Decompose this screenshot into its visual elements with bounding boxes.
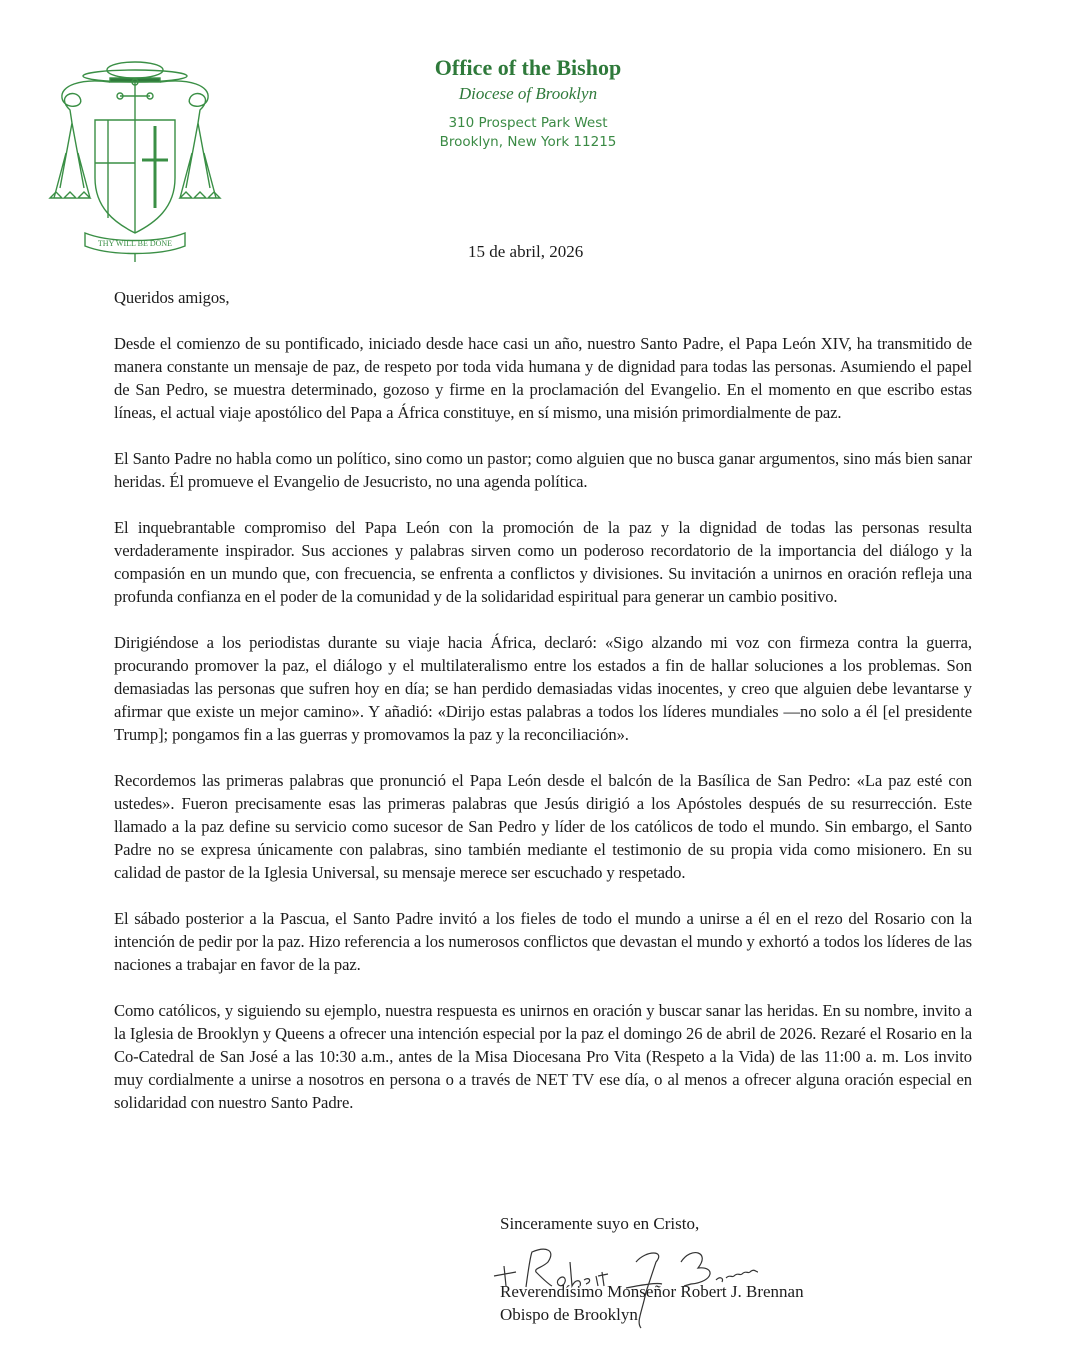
paragraph: Desde el comienzo de su pontificado, iniciado desde hace casi un año, nuestro Santo Padre, el Papa León XIV, ha transmitido de manera constante un mensaje de paz, de respeto por toda vida humana y de dignidad para todas las personas. Asumiendo el papel de San Pedro, se muestra determinado, gozoso y firme en la proclamación del Evangelio. En el momento en que escribo estas líneas, el actual viaje apostólico del Papa a África constituye, en sí mismo, una misión primordialmente de paz.	[114, 334, 972, 422]
signer-name: Reverendísimo Monseñor Robert J. Brennan	[500, 1282, 804, 1301]
paragraph: Como católicos, y siguiendo su ejemplo, nuestra respuesta es unirnos en oración y buscar sanar las heridas. En su nombre, invito a la Iglesia de Brooklyn y Queens a ofrecer una intención especial por la paz el domingo 26 de abril de 2026. Rezaré el Rosario en la Co-Catedral de San José a las 10:30 a.m., antes de la Misa Diocesana Pro Vita (Respeto a la Vida) de las 11:00 a. m. Los invito muy cordialmente a unirse a nosotros en persona o a través de NET TV ese día, o al menos a ofrecer alguna oración especial en solidaridad con nuestro Santo Padre.	[114, 1001, 972, 1112]
paragraph: El Santo Padre no habla como un político, sino como un pastor; como alguien que no busca ganar argumentos, sino más bien sanar heridas. Él promueve el Evangelio de Jesucristo, no una agenda política.	[114, 449, 972, 491]
paragraph: Dirigiéndose a los periodistas durante su viaje hacia África, declaró: «Sigo alzando mi voz con firmeza contra la guerra, procurando promover la paz, el diálogo y el multilateralismo entre los estados a fin de hallar soluciones a los problemas. Son demasiadas las personas que sufren hoy en día; se han perdido demasiadas vidas inocentes, y creo que alguien debe levantarse y afirmar que existe un mejor camino». Y añadió: «Dirijo estas palabras a todos los líderes mundiales —no solo a él [el presidente Trump]; pongamos fin a las guerras y promovamos la paz y la reconciliación».	[114, 633, 972, 744]
address-line-2: Brooklyn, New York 11215	[439, 134, 617, 150]
letter-body	[114, 286, 972, 1137]
closing: Sinceramente suyo en Cristo,	[500, 1214, 700, 1233]
office-title: Office of the Bishop	[434, 55, 622, 80]
letter-date: 15 de abril, 2026	[468, 242, 584, 261]
signer-title: Obispo de Brooklyn	[500, 1305, 638, 1324]
address-line-1: 310 Prospect Park West	[448, 115, 608, 131]
paragraph: El sábado posterior a la Pascua, el Santo Padre invitó a los fieles de todo el mundo a unirse a él en el rezo del Rosario con la intención de pedir por la paz. Hizo referencia a los numerosos conflictos que devastan el mundo y exhortó a todos los líderes de las naciones a trabajar en favor de la paz.	[114, 909, 972, 974]
diocese-name: Diocese of Brooklyn	[458, 84, 598, 103]
paragraph: El inquebrantable compromiso del Papa León con la promoción de la paz y la dignidad de todas las personas resulta verdaderamente inspirador. Sus acciones y palabras sirven como un poderoso recordatorio de la importancia del diálogo y la compasión en un mundo que, con frecuencia, se enfrenta a conflictos y divisiones. Su invitación a unirnos en oración refleja una profunda confianza en el poder de la comunidad y de la solidaridad espiritual para generar un cambio positivo.	[114, 518, 972, 606]
letterhead	[400, 54, 656, 152]
coat-of-arms-icon	[40, 48, 230, 263]
signer-block	[500, 1280, 804, 1326]
crest-motto: THY WILL BE DONE	[97, 239, 173, 248]
salutation: Queridos amigos,	[114, 288, 230, 307]
paragraph: Recordemos las primeras palabras que pronunció el Papa León desde el balcón de la Basílica de San Pedro: «La paz esté con ustedes». Fueron precisamente esas las primeras palabras que Jesús dirigió a los Apóstoles después de su resurrección. Este llamado a la paz define su servicio como sucesor de San Pedro y líder de los católicos de todo el mundo. Sin embargo, el Santo Padre no se expresa únicamente con palabras, sino también mediante el testimonio de su propia vida como misionero. En su calidad de pastor de la Iglesia Universal, su mensaje merece ser escuchado y respetado.	[114, 771, 972, 882]
signature-text: + Robert J. Brennan	[486, 1232, 495, 1233]
address	[400, 114, 656, 152]
